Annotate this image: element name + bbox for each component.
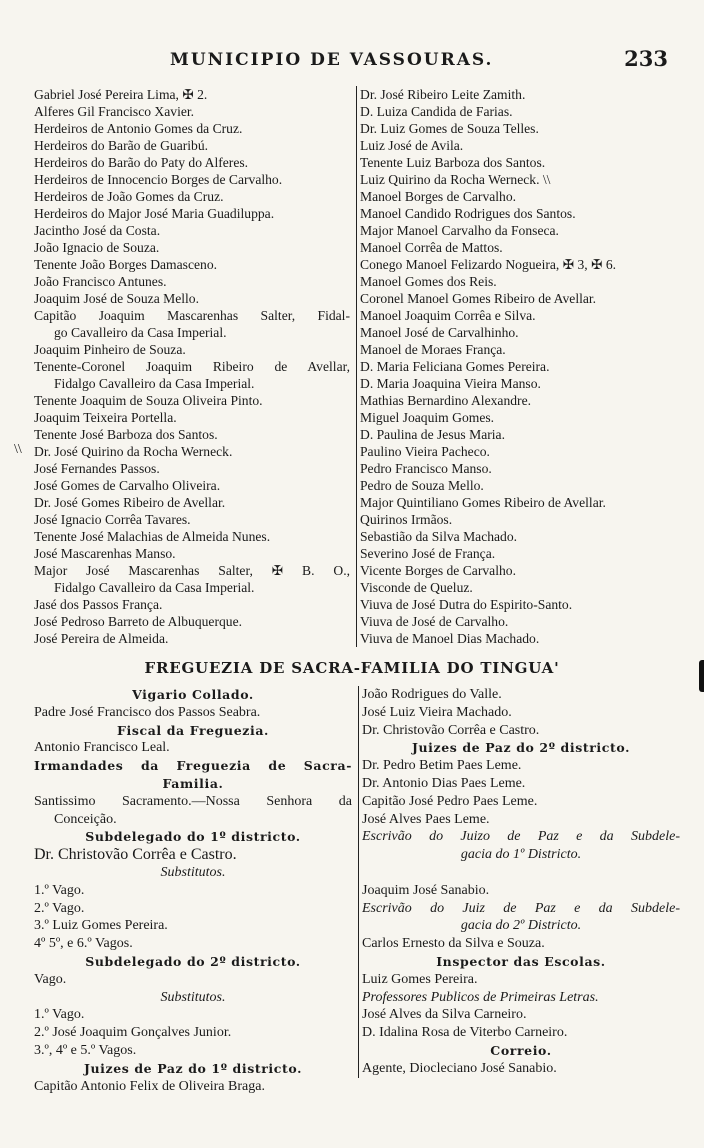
list-item-continuation: go Cavalleiro da Casa Imperial.: [54, 325, 227, 340]
subheading: Substitutos.: [160, 864, 226, 880]
section-heading-continuation: Familia.: [162, 775, 224, 791]
list-item: 1.º Vago.: [34, 1007, 85, 1023]
list-item: João Rodrigues do Valle.: [362, 687, 502, 702]
list-item: Viuva de Manoel Dias Machado.: [360, 631, 540, 646]
list-item: Herdeiros de João Gomes da Cruz.: [34, 189, 224, 204]
list-item: José Gomes de Carvalho Oliveira.: [34, 478, 221, 493]
list-item: 3.º Luiz Gomes Pereira.: [34, 918, 168, 934]
left-column-top: [34, 86, 350, 647]
list-item: Tenente João Borges Damasceno.: [34, 257, 218, 272]
list-item: Severino José de França.: [360, 546, 496, 561]
list-item: Vicente Borges de Carvalho.: [360, 563, 516, 578]
list-item: Tenente Joaquim de Souza Oliveira Pinto.: [34, 393, 263, 408]
list-item: Manoel Borges de Carvalho.: [360, 189, 517, 204]
list-item: Paulino Vieira Pacheco.: [360, 444, 490, 459]
section-heading: Subdelegado do 1º districto.: [85, 829, 301, 845]
list-item: Dr. Christovão Corrêa e Castro.: [34, 846, 237, 864]
list-item: Pedro de Souza Mello.: [360, 478, 484, 493]
list-item: José Alves da Silva Carneiro.: [362, 1007, 527, 1023]
list-item: 4º 5º, e 6.º Vagos.: [34, 936, 133, 952]
section-heading: Juizes de Paz do 1º districto.: [83, 1060, 303, 1076]
page-edge-mark: [699, 660, 704, 692]
list-item: João Ignacio de Souza.: [34, 240, 160, 255]
list-item: Manoel Gomes dos Reis.: [360, 274, 497, 289]
list-item: Alferes Gil Francisco Xavier.: [34, 104, 195, 119]
list-item: José Pereira de Almeida.: [34, 631, 169, 646]
list-item: Antonio Francisco Leal.: [34, 740, 170, 756]
list-item: Viuva de José de Carvalho.: [360, 614, 509, 629]
list-item: Capitão Joaquim Mascarenhas Salter, Fidal-: [34, 308, 350, 323]
section-title: FREGUEZIA DE SACRA-FAMILIA DO TINGUA': [144, 659, 560, 677]
list-item: Dr. Antonio Dias Paes Leme.: [362, 775, 526, 791]
left-column-bottom: [34, 686, 352, 1095]
list-item: Jasé dos Passos França.: [34, 597, 163, 612]
list-item: Tenente Luiz Barboza dos Santos.: [360, 155, 546, 170]
list-item: Tenente-Coronel Joaquim Ribeiro de Avellar,: [34, 359, 350, 374]
list-item: José Fernandes Passos.: [34, 461, 160, 476]
subheading: Professores Publicos de Primeiras Letras.: [362, 989, 599, 1005]
list-item: Manoel de Moraes França.: [360, 342, 506, 357]
list-item: João Francisco Antunes.: [34, 274, 167, 289]
list-item: Herdeiros de Innocencio Borges de Carvalho.: [34, 172, 283, 187]
subheading-continuation: gacia do 2º Districto.: [460, 918, 582, 934]
subheading: Escrivão do Juiz de Paz e da Subdele-: [362, 900, 680, 916]
list-item: Joaquim Teixeira Portella.: [34, 410, 177, 425]
list-item: Santissimo Sacramento.—Nossa Senhora da: [34, 793, 352, 809]
list-item: José Pedroso Barreto de Albuquerque.: [34, 614, 243, 629]
list-item: Herdeiros de Antonio Gomes da Cruz.: [34, 121, 243, 136]
list-item: Mathias Bernardino Alexandre.: [360, 393, 532, 408]
list-item: Joaquim José de Souza Mello.: [34, 291, 199, 306]
right-column-bottom: [358, 686, 680, 1078]
list-item: [360, 171, 680, 188]
section-heading: Irmandades da Freguezia de Sacra-: [34, 758, 352, 774]
list-item: Gabriel José Pereira Lima, ✠ 2.: [34, 87, 208, 102]
running-title: MUNICIPIO DE VASSOURAS.: [170, 50, 494, 70]
list-item: Miguel Joaquim Gomes.: [360, 410, 495, 425]
list-item: Joaquim Pinheiro de Souza.: [34, 342, 186, 357]
list-item: Manoel Corrêa de Mattos.: [360, 240, 503, 255]
section-heading: Correio.: [490, 1042, 552, 1058]
list-item: Dr. Pedro Betim Paes Leme.: [362, 758, 522, 774]
right-column-top: [356, 86, 680, 647]
list-item: Dr. Luiz Gomes de Souza Telles.: [360, 121, 539, 136]
page-number: 233: [624, 46, 668, 71]
list-item: José Ignacio Corrêa Tavares.: [34, 512, 191, 527]
list-item: Herdeiros do Barão do Paty do Alferes.: [34, 155, 249, 170]
list-item: Vago.: [34, 971, 67, 987]
list-item: Manoel Candido Rodrigues dos Santos.: [360, 206, 576, 221]
list-item: Major Manoel Carvalho da Fonseca.: [360, 223, 559, 238]
list-item: José Mascarenhas Manso.: [34, 546, 176, 561]
list-item: Dr. José Quirino da Rocha Werneck.: [34, 444, 233, 459]
list-item-continuation: Conceição.: [54, 811, 117, 827]
list-item: Dr. José Gomes Ribeiro de Avellar.: [34, 495, 226, 510]
list-item: Quirinos Irmãos.: [360, 512, 453, 527]
list-item: Conego Manoel Felizardo Nogueira, ✠ 3, ✠ 6.: [360, 257, 617, 272]
list-item: José Alves Paes Leme.: [362, 811, 490, 827]
list-item: Agente, Diocleciano José Sanabio.: [362, 1060, 557, 1076]
subheading-continuation: gacia do 1º Districto.: [460, 847, 582, 863]
list-item: Sebastião da Silva Machado.: [360, 529, 518, 544]
list-item: Herdeiros do Barão de Guaribú.: [34, 138, 209, 153]
list-item: Viuva de José Dutra do Espirito-Santo.: [360, 597, 573, 612]
list-item-continuation: Fidalgo Cavalleiro da Casa Imperial.: [54, 580, 255, 595]
list-item: Jacintho José da Costa.: [34, 223, 161, 238]
list-item: Visconde de Queluz.: [360, 580, 473, 595]
list-item-continuation: Fidalgo Cavalleiro da Casa Imperial.: [54, 376, 255, 391]
list-item: 2.º José Joaquim Gonçalves Junior.: [34, 1025, 232, 1041]
list-item: Joaquim José Sanabio.: [362, 882, 490, 898]
subheading: Escrivão do Juizo de Paz e da Subdele-: [362, 829, 680, 845]
list-item: Herdeiros do Major José Maria Guadiluppa.: [34, 206, 275, 221]
list-item: Capitão José Pedro Paes Leme.: [362, 793, 538, 809]
list-item: Coronel Manoel Gomes Ribeiro de Avellar.: [360, 291, 597, 306]
list-item: Dr. José Ribeiro Leite Zamith.: [360, 87, 526, 102]
list-item: D. Maria Joaquina Vieira Manso.: [360, 376, 541, 391]
margin-check-mark: \\: [542, 172, 551, 187]
section-heading: Inspector das Escolas.: [436, 953, 606, 969]
list-item: Tenente José Barboza dos Santos.: [34, 427, 218, 442]
section-heading: Fiscal da Freguezia.: [117, 722, 269, 738]
list-item: Tenente José Malachias de Almeida Nunes.: [34, 529, 271, 544]
list-item: D. Idalina Rosa de Viterbo Carneiro.: [362, 1025, 568, 1041]
list-item: Manoel Joaquim Corrêa e Silva.: [360, 308, 536, 323]
list-item: D. Luiza Candida de Farias.: [360, 104, 513, 119]
list-item: 2.º Vago.: [34, 900, 85, 916]
margin-check-mark: \\: [14, 442, 22, 457]
list-item: Luiz José de Avila.: [360, 138, 464, 153]
list-item: 1.º Vago.: [34, 882, 85, 898]
list-item: Capitão Antonio Felix de Oliveira Braga.: [34, 1078, 265, 1094]
section-heading: Juizes de Paz do 2º districto.: [411, 740, 631, 756]
list-item: D. Maria Feliciana Gomes Pereira.: [360, 359, 550, 374]
list-item: Padre José Francisco dos Passos Seabra.: [34, 704, 261, 720]
list-item-text: Luiz Quirino da Rocha Werneck.: [360, 172, 540, 187]
list-item: Carlos Ernesto da Silva e Souza.: [362, 936, 545, 952]
page-header: [0, 48, 704, 78]
list-item: Major José Mascarenhas Salter, ✠ B. O.,: [34, 563, 350, 578]
list-item: D. Paulina de Jesus Maria.: [360, 427, 505, 442]
list-item: Manoel José de Carvalhinho.: [360, 325, 519, 340]
list-item: José Luiz Vieira Machado.: [362, 704, 512, 720]
list-item: Major Quintiliano Gomes Ribeiro de Avellar.: [360, 495, 606, 510]
list-item: Pedro Francisco Manso.: [360, 461, 492, 476]
list-item: Luiz Gomes Pereira.: [362, 971, 478, 987]
list-item: 3.º, 4º e 5.º Vagos.: [34, 1042, 137, 1058]
subheading: Substitutos.: [160, 989, 226, 1005]
list-item: Dr. Christovão Corrêa e Castro.: [362, 722, 540, 738]
section-heading: Vigario Collado.: [132, 687, 254, 702]
section-heading: Subdelegado do 2º districto.: [85, 953, 301, 969]
